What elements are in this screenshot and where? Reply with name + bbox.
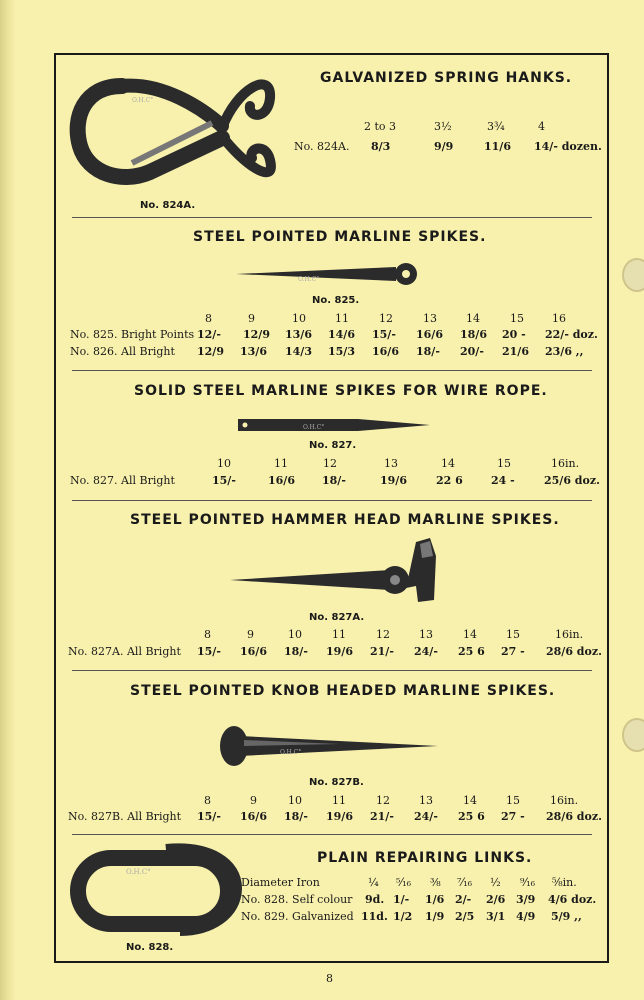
spike-825-price: 12/9: [243, 328, 270, 341]
link-829-price: 3/1: [486, 910, 506, 923]
spike-825-price: 18/6: [460, 328, 487, 341]
spike-827b-price: 15/-: [197, 810, 221, 823]
spike-827b-price: 19/6: [326, 810, 353, 823]
link-caption: No. 828.: [126, 942, 174, 953]
spike-827b-price: 25 6: [458, 810, 485, 823]
spike-827a-price: 25 6: [458, 645, 485, 658]
spike-827-size: 13: [384, 457, 398, 470]
spike-827b-price: 18/-: [284, 810, 308, 823]
spike-827b-caption: No. 827B.: [309, 777, 364, 788]
link-828-price: 2/6: [486, 893, 506, 906]
spike-827b-price: 21/-: [370, 810, 394, 823]
hank-size: 3¾: [487, 120, 505, 133]
hank-title: GALVANIZED SPRING HANKS.: [320, 70, 573, 86]
spike-827a-price: 15/-: [197, 645, 221, 658]
link-829-price: 1/9: [425, 910, 445, 923]
hank-price: 9/9: [434, 140, 454, 153]
spike-825-price: 14/6: [328, 328, 355, 341]
spike-825-price: 16/6: [416, 328, 443, 341]
spike-826-row-label: No. 826. All Bright: [70, 345, 175, 358]
hank-size: 2 to 3: [364, 120, 397, 133]
link-828-price: 1/6: [425, 893, 445, 906]
hank-row-label: No. 824A.: [294, 140, 350, 153]
link-size: ⅜: [430, 876, 441, 889]
section-divider: [72, 670, 592, 671]
link-828-price: 9d.: [365, 893, 385, 906]
spike-827a-price: 21/-: [370, 645, 394, 658]
spike-826-price: 13/6: [240, 345, 267, 358]
spike-827b-size: 15: [506, 794, 520, 807]
link-829-price: 1/2: [393, 910, 413, 923]
spike-827a-price: 16/6: [240, 645, 267, 658]
spike-827a-price: 24/-: [414, 645, 438, 658]
spike-825-maker-mark: O.H.C°: [298, 276, 320, 283]
link-828-price: 1/-: [393, 893, 410, 906]
spike-827a-size: 16in.: [555, 628, 584, 641]
hank-caption: No. 824A.: [140, 200, 196, 211]
spike-827-price: 16/6: [268, 474, 295, 487]
spike-827a-size: 14: [463, 628, 477, 641]
spike-827b-size: 12: [376, 794, 390, 807]
spike-827b-size: 13: [419, 794, 433, 807]
spike-827a-size: 11: [332, 628, 346, 641]
spike-825-price: 20 -: [502, 328, 526, 341]
spike-827b-row-label: No. 827B. All Bright: [68, 810, 182, 823]
spike-827b-size: 8: [204, 794, 211, 807]
spike-827b-price: 28/6 doz.: [546, 810, 602, 823]
link-829-price: 4/9: [516, 910, 536, 923]
spike-825-price: 12/-: [197, 328, 221, 341]
marline-spike-825-illustration: [236, 260, 422, 288]
page-binding-edge: [0, 0, 16, 1000]
spike-827b-size: 9: [250, 794, 257, 807]
hank-price: 14/- dozen.: [534, 140, 602, 153]
link-size: ⁹⁄₁₆: [520, 876, 536, 889]
spike-827-price: 15/-: [212, 474, 236, 487]
link-size: ⁷⁄₁₆: [457, 876, 473, 889]
spike-827a-title: STEEL POINTED HAMMER HEAD MARLINE SPIKES.: [130, 512, 560, 528]
spike-827b-price: 16/6: [240, 810, 267, 823]
spike-827a-price: 18/-: [284, 645, 308, 658]
spike-827-price: 24 -: [491, 474, 515, 487]
spike-827-price: 18/-: [322, 474, 346, 487]
link-size: ⁵⁄₁₆: [396, 876, 412, 889]
spike-827-maker-mark: O.H.C°: [303, 424, 325, 431]
link-maker-mark: O.H.C°: [126, 868, 151, 876]
spike-827b-size: 11: [332, 794, 346, 807]
link-828-price: 2/-: [455, 893, 472, 906]
spike-826-price: 12/9: [197, 345, 224, 358]
spike-827-size: 12: [323, 457, 337, 470]
page-number: 8: [326, 972, 333, 985]
spike-825-row-label: No. 825. Bright Points: [70, 328, 195, 341]
spike-827-price: 19/6: [380, 474, 407, 487]
hank-price: 11/6: [484, 140, 511, 153]
hank-size: 4: [538, 120, 545, 133]
spike-826-price: 20/-: [460, 345, 484, 358]
link-header-label: Diameter Iron: [241, 876, 320, 889]
spike-827b-size: 14: [463, 794, 477, 807]
section-divider: [72, 834, 592, 835]
spike-827b-title: STEEL POINTED KNOB HEADED MARLINE SPIKES.: [130, 683, 556, 699]
spike-825-size: 11: [335, 312, 349, 325]
spike-826-price: 16/6: [372, 345, 399, 358]
spike-825-caption: No. 825.: [312, 295, 360, 306]
section-divider: [72, 217, 592, 218]
binder-hole-top: [622, 258, 644, 292]
link-829-row-label: No. 829. Galvanized: [241, 910, 354, 923]
spike-826-price: 18/-: [416, 345, 440, 358]
spike-827a-size: 13: [419, 628, 433, 641]
spike-827b-size: 10: [288, 794, 302, 807]
link-828-price: 4/6 doz.: [548, 893, 597, 906]
knob-headed-spike-illustration: [220, 722, 442, 772]
spike-827a-size: 8: [204, 628, 211, 641]
spike-827-size: 16in.: [551, 457, 580, 470]
spike-827-price: 25/6 doz.: [544, 474, 600, 487]
spike-825-price: 22/- doz.: [545, 328, 598, 341]
spike-826-price: 14/3: [285, 345, 312, 358]
spike-827-size: 15: [497, 457, 511, 470]
hammer-head-spike-illustration: [230, 536, 440, 606]
spike-825-size: 13: [423, 312, 437, 325]
binder-hole-bottom: [622, 718, 644, 752]
spike-827b-price: 27 -: [501, 810, 525, 823]
spike-825-size: 16: [552, 312, 566, 325]
spike-826-price: 21/6: [502, 345, 529, 358]
spike-827a-size: 9: [247, 628, 254, 641]
spring-hank-illustration: [72, 68, 282, 198]
link-829-price: 5/9 ,,: [551, 910, 582, 923]
spike-827-size: 11: [274, 457, 288, 470]
spike-827a-size: 15: [506, 628, 520, 641]
spike-827a-caption: No. 827A.: [309, 612, 365, 623]
section-divider: [72, 500, 592, 501]
link-828-row-label: No. 828. Self colour: [241, 893, 353, 906]
hank-price: 8/3: [371, 140, 391, 153]
spike-825-size: 14: [466, 312, 480, 325]
spike-825-price: 13/6: [285, 328, 312, 341]
spike-825-title: STEEL POINTED MARLINE SPIKES.: [193, 229, 487, 245]
spike-827a-row-label: No. 827A. All Bright: [68, 645, 181, 658]
spike-827-caption: No. 827.: [309, 440, 357, 451]
spike-827a-size: 10: [288, 628, 302, 641]
spike-827a-price: 27 -: [501, 645, 525, 658]
section-divider: [72, 370, 592, 371]
link-size: ¼: [368, 876, 379, 889]
spike-827a-size: 12: [376, 628, 390, 641]
spike-825-size: 15: [510, 312, 524, 325]
link-829-price: 11d.: [361, 910, 388, 923]
spike-827-price: 22 6: [436, 474, 463, 487]
spike-827-size: 14: [441, 457, 455, 470]
spike-827-size: 10: [217, 457, 231, 470]
repairing-link-illustration: [70, 844, 240, 939]
spike-825-size: 12: [379, 312, 393, 325]
link-title: PLAIN REPAIRING LINKS.: [317, 850, 533, 866]
spike-827a-price: 28/6 doz.: [546, 645, 602, 658]
link-828-price: 3/9: [516, 893, 536, 906]
hank-size: 3½: [434, 120, 452, 133]
link-829-price: 2/5: [455, 910, 475, 923]
spike-827b-price: 24/-: [414, 810, 438, 823]
link-size: ⅝in.: [552, 876, 577, 889]
spike-825-size: 9: [248, 312, 255, 325]
hank-maker-mark: O.H.C°: [132, 97, 154, 104]
spike-827b-size: 16in.: [550, 794, 579, 807]
spike-827-row-label: No. 827. All Bright: [70, 474, 175, 487]
spike-826-price: 23/6 ,,: [545, 345, 584, 358]
spike-825-price: 15/-: [372, 328, 396, 341]
spike-827-title: SOLID STEEL MARLINE SPIKES FOR WIRE ROPE.: [134, 383, 548, 399]
spike-827a-price: 19/6: [326, 645, 353, 658]
marline-spike-827-illustration: [238, 416, 433, 434]
spike-825-size: 8: [205, 312, 212, 325]
link-size: ½: [490, 876, 501, 889]
spike-825-size: 10: [292, 312, 306, 325]
spike-827b-maker-mark: O.H.C°: [280, 749, 302, 756]
spike-826-price: 15/3: [328, 345, 355, 358]
